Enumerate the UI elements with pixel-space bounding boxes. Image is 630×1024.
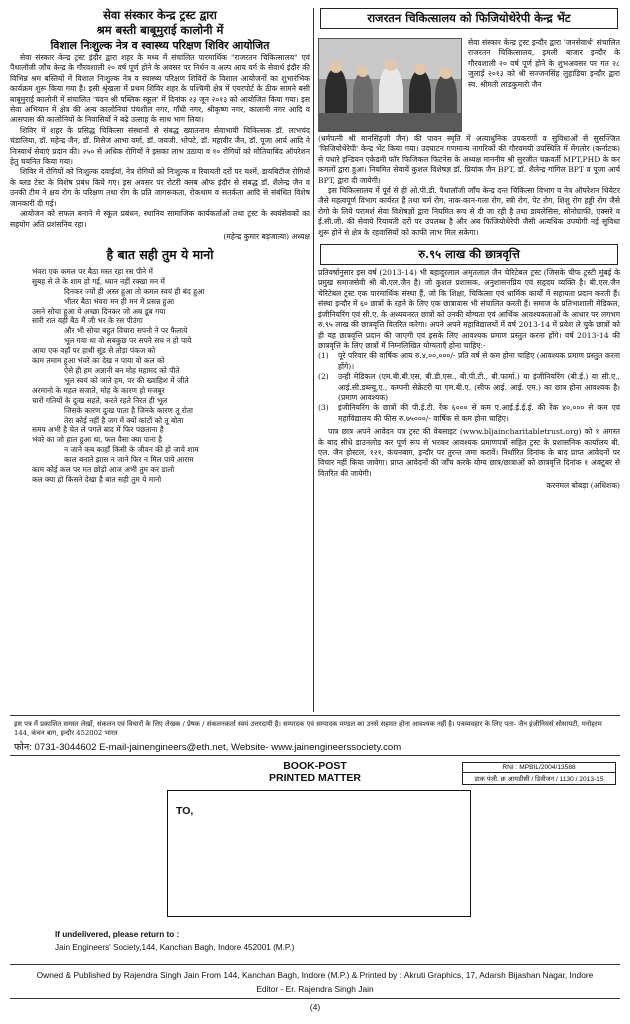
poem-line: दिनकर ज्यों ही अस्त हुआ तो कमल स्वयं ही बंद हुआ	[64, 286, 205, 296]
poem-body	[10, 267, 310, 485]
photo-side-text	[468, 38, 620, 90]
eligibility-text: पूरे परिवार की वार्षिक आय रु.४,००,०००/- प्रति वर्ष से कम होना चाहिए (आवश्यक प्रमाण प्रस्तुत करना होंगे)।	[338, 351, 620, 371]
to-label: TO,	[176, 805, 194, 817]
right-paragraph: इस चिकित्सालय में पूर्व से ही ओ.पी.डी. पैथालॉजी जाँच केन्द्र दन्त चिकित्सा विभाग व नेत्र ऑपरेशन थियेटर जैसे महत्वपूर्ण विभाग कार्यरत हैं तथा चर्म रोग, नाक-कान-गला रोग, स्त्री रोग, पेट रोग, शिशु रोग हड्डी रोग जैसे रोगो के लिये परामर्श सेवा विशेषज्ञों द्वारा नियमित रूप से दी जा रही है तथा डायलेसिस, सोनोग्राफी, एक्सरे व ई.सी.जी. की सेवाये रियायती दरों पर उपलब्ध है और अब फिजियोथेरेपी जैसी अत्यधिक उपयोगी नई सुविधा शुरू होने से क्षेत्र के रहवासियों को काफी लाभ मिल सकेगा।	[318, 186, 620, 237]
column-divider	[313, 8, 314, 712]
contact-line: फोन: 0731-3044602 E-mail-jainengineers@eth.net, Website- www.jainengineerssociety.com	[14, 742, 402, 753]
owned-published-line: Owned & Published by Rajendra Singh Jain From 144, Kanchan Bagh, Indore (M.P.) & Printed by : Akruti Graphics, 17, Adarsh Bijashan Nagar, Indore	[36, 970, 594, 980]
poem-line: सारी रात यहीं बैठ मैं जी भर के रस पीउंगा	[32, 316, 143, 326]
address-box	[167, 790, 471, 917]
disclaimer-text: इस पत्र में प्रकाशित समस्त लेखों, संकलन एवं विचारों के लिए लेखक / प्रेषक / संकलनकर्ता स्वयं उत्तरदायी है। सम्पादक एवं सम्पादक मण्डल का उनसे सहमत होना आवश्यक नहीं है। पत्रव्यवहार के लिए पता- जैन इंजीनियर्स सोसायटी, मनोहरम 144, कंचन बाग, इन्दौर 452002 भारत	[14, 720, 602, 737]
article-columns	[10, 8, 620, 712]
eligibility-item	[318, 372, 620, 403]
scholarship-title: रु.९५ लाख की छात्रवृत्ति	[320, 244, 618, 265]
right-intro-paragraph: सेवा संस्कार केन्द्र ट्रस्ट इन्दौर द्वारा 'जनसेवार्थ' संचालित राजरतन चिकित्सालय, इमली बाजार इन्दौर के गौरवशाली २० वर्ष पूर्ण होने के शुभअवसर पर गत २८ जुलाई २०१३ को श्री सज्जनसिंह लुहाड़िया इन्दौर द्वारा स्व. श्रीमती लाडकुमारी जैन	[468, 38, 620, 89]
rni-number: RNI : MPBIL/2004/13588	[502, 764, 576, 771]
footer-divider	[10, 998, 620, 999]
left-column	[10, 8, 310, 712]
poem-line: अरमानो के महल सजाते, मोह के कारण हो मजबूर	[32, 385, 165, 395]
footer-divider	[10, 964, 620, 965]
eligibility-text: इंजीनियरिंग के छात्रों की पी.ई.टी. रेंक ६००० से कम ए.आई.ई.ई.ई. की रेंक ४०,००० से कम एवं महाविद्यालय की फीस रु.७५०००/- वार्षिक से कम होना चाहिए।	[338, 403, 620, 423]
right-column	[318, 8, 620, 712]
poem-line: और भी सोचा बहुत विचारा सपनो ने पर फैलाये	[64, 326, 188, 336]
poem-line: भंवरे का जो हाल हुआ था, फल वैसा क्या पाना है	[32, 435, 163, 445]
right-article-body	[318, 134, 620, 491]
left-paragraph: शिविर में शहर के प्रसिद्ध चिकित्सा संस्थानों से संबद्ध ख्यातनाम सेवाभावी चिकित्सक डॉ. लाभचंद चंडालिया, डॉ. महेन्द्र जैन, डॉ. मिसेज आभा वर्मा, डॉ. जयजी. भोपटे, डॉ. महावीर जैन, डॉ. पूजा आर्य आदि ने निःस्वार्थ सेवाएं प्रदान की। २५० से अधिक रोगियों ने इसका लाभ उठाया व १० रोगियों को मोतियाबिंद ऑपरेशन हेतु चयनित किया गया।	[10, 125, 310, 167]
postal-registration: डाक पंजी. क्र आयडीसी / डिवीजन / 1130 / 2013-15	[463, 772, 615, 784]
poem-line: काल बनाते झास न जाने फिर न मिल पाये आराम	[64, 455, 194, 465]
physiotherapy-inauguration-photo	[318, 38, 462, 132]
poem-line: आया एक वहाँ पर हाथी सूंड से तोड़ा पंकज को	[32, 346, 156, 356]
poem-line: कल क्या हो किसने देखा है बात सही तुम ये मानो	[32, 474, 162, 484]
left-paragraph: शिविर में रोगियों को निःशुल्क दवाईयां, नेत्र रोगियों को निःशुल्क व रियायती दरों पर चश्में, डायबिटीज रोगियों के ब्लड टेस्ट के विशेष प्रबंध किये गए। इस अवसर पर रोटरी क्लब ऑफ इंदौर से संबद्ध डॉ. शैलेन्द्र जैन व उनकी टीम ने क्षय रोग के परिक्षण तथा रोग के प्रति जागरूकता, रोकथाम व सतर्कता आदि से संबंधित विशेष जानकारी दी गई।	[10, 167, 310, 208]
page-number: (4)	[309, 1002, 321, 1012]
poem-line: न जाने कब काहाँ किसी के जीवन की हो जाये शाम	[64, 445, 199, 455]
poem-line: काम कोई कल पर मत छोड़ो आज अभी तुम कर डालो	[32, 465, 175, 475]
left-article-title	[10, 8, 310, 53]
book-post-text: BOOK-POST	[283, 760, 347, 772]
eligibility-number: (2)	[318, 372, 329, 382]
publisher-info	[10, 968, 620, 996]
poem-line: भूल स्वयं को जाते हम, पर की ख्वाहिश में जीते	[64, 375, 189, 385]
footer-divider	[10, 715, 620, 716]
eligibility-text: उन्ही मेडिकल (एम.बी.बी.एस, बी.डी.एस., बी.पी.टी., बी.फार्मा.) या इंजीनियरिंग (बी.ई.) या सी.ए., आई.सी.डब्ल्यू.ए., कम्पनी सेक्रेटरी या एम.बी.ए. (सीफ आई. आई. एम.) का छात्र होना आवश्यक है। (प्रमाण आवश्यक)	[338, 372, 620, 402]
left-paragraph: सेवा संस्कार केन्द्र ट्रस्ट इंदौर द्वारा शहर के मध्य में संचालित पारमार्थिक "राजरतन चिकित्सालय" एवं पैथालॉजी जाँच केन्द्र के गौरवशाली २० वर्ष पूर्ण होने के अवसर पर निर्धन व अल्प आय वर्ग के सेवार्थ इंदौर की विभिन्न श्रम बस्तियों में विशाल निःशुल्क नेत्र व स्वास्थ्य परिक्षण शिविरों के विशाल आयोजनों का शुभारंभिक कार्यक्रम शुरू किया गया है। इसी श्रृंखला में प्रथम शिविर शहर के पश्चिमी क्षेत्र में एयरपोर्ट के ठीक सामने बसी बाबूमुराई कालोनी में संचालित 'चंदन श्री पब्लिक स्कूल' में दिनांक २३ जून २०१३ को आयोजित किया गया। इस सेवा अभियान में क्षेत्र की अन्य कालोनियां पंचशील नगर, गाँधी नगर, श्रीकृष्ण नगर, कालानी नगर आदि व आसपास की कालोनियों के निवासियों ने बढ़े उत्साह के साथ भाग लिया।	[10, 53, 310, 125]
poem-line: ऐसे ही हम अज्ञानी बन मोह महामद को पीते	[64, 365, 180, 375]
eligibility-item	[318, 351, 620, 372]
registration-box	[462, 762, 616, 785]
return-address: Jain Engineers' Society,144, Kanchan Bagh, Indore 452001 (M.P.)	[55, 943, 295, 952]
right-paragraph: (धर्मपत्नी श्री मानसिंहजी जैन) की पावन स्मृति में अत्याधुनिक उपकरणों व सुविधाओं से सुसज्जित 'फिजियोथेरेपी' केन्द्र भेंट किया गया। उदघाटन गणमान्य नागरिकों की गौरवमयी उपस्थिति में मेंगलोर (कर्नाटक) से पधारे इन्डियन एकेडमी फॉर फिजिकल फिटनेस के अध्यक्ष माननीय श्री सुरजीत चक्रवर्ती MPT,PHD के कर कमलों द्वारा हुआ। नियमित सेवायें कुशल विशेषज्ञ डॉ. प्रियांक जैन BPT, डॉ. शैलेन्द्र गांगिल BPT व पूजा आर्य BPT, द्वारा दी जायेगी।	[318, 134, 620, 185]
left-title-line: सेवा संस्कार केन्द्र ट्रस्ट द्वारा	[103, 8, 217, 22]
footer-divider	[10, 755, 620, 756]
eligibility-item	[318, 403, 620, 424]
poem-line: जिसके कारण दुःख पाता है जिनके कारण तू रोता	[64, 405, 193, 415]
return-address-block	[55, 928, 294, 954]
editor-line: Editor - Er. Rajendra Singh Jain	[256, 984, 374, 994]
poem-title: है बात सही तुम ये मानो	[106, 246, 214, 262]
right-article-title: राजरतन चिकित्सालय को फिजियोथेरेपी केन्द्र भेंट	[320, 8, 618, 29]
poem-line: उसने सोचा हुआ ये अच्छा दिनकर जो अब डूब गया	[32, 306, 166, 316]
left-title-line: श्रम बस्ती बाबूमुराई कालोनी में	[96, 23, 224, 37]
poem-line: काम तमाम हुआ भंवरे का देख न पाया वो कल को	[32, 356, 165, 366]
poem-line: चारों गतियों के दुःख सहते, करते रहते निरत ही भूल	[32, 395, 168, 405]
poem-line: समय अभी है चेत ले पगले बाद में फिर पछताना है	[32, 425, 164, 435]
scholarship-signature: करनमल बोबड़ा (अधिशक)	[546, 481, 620, 491]
left-title-line: विशाल निःशुल्क नेत्र व स्वास्थ्य परिक्षण शिविर आयोजित	[50, 39, 270, 52]
undelivered-label: If undelivered, please return to :	[55, 930, 180, 939]
left-article-signature: (महेन्द्र कुमार बड़जात्या) अध्यक्ष	[223, 231, 310, 241]
scholarship-closing: पात्र छात्र अपने आवेदन पत्र ट्रस्ट की वेबसाइट (www.bljaincharitabletrust.org) को १ अगस्त के बाद सीधे डाउनलोड कर पूर्ण रूप से भरकर आवश्यक प्रमाणपत्रों सहित ट्रस्ट के प्रशासनिक कार्यालय बी. एल. जैन होस्टल, १२१, कंचनबाग, इन्दौर पर तुरन्त जमा करावें। निर्धारित दिनांक के बाद प्राप्त आवेदनों पर विचार नहीं किया जावेगा। प्राप्त आवेदनों की जाँच करके योग्य छात्र/छात्राओं को छात्रवृत्ति दिनांक १ अक्टूबर से वितरित की जायेगी।	[318, 427, 620, 478]
book-post-label	[230, 760, 400, 784]
eligibility-number: (1)	[318, 351, 329, 361]
poem-line: तेरा कोई नहीं है जग में क्यों कांटों को तू बोता	[64, 415, 184, 425]
left-paragraph: आयोजन को सफल बनाने में स्कूल प्रबंधन, स्थानिय सामाजिक कार्यकर्ताओं तथा ट्रस्ट के स्वयंसेवकों का सहयोग अति प्रशंसनिय रहा।	[10, 209, 310, 229]
poem-line: भूल गया था वो सबकुछ पर सपने सच न हो पाये	[64, 336, 192, 346]
printed-matter-text: PRINTED MATTER	[269, 772, 361, 784]
poem-line: भंवरा एक कमल पर बैठा मस्त रहा रस पीने में	[32, 266, 153, 276]
poem-line: भीतर बैठा भंवरा मन ही मन में प्रसन्न हुआ	[64, 296, 175, 306]
poem-line: सुबह से ले के शाम हो गई, ध्यान नहीं रक्खा मन में	[32, 276, 165, 286]
scholarship-eligibility-list	[318, 351, 620, 424]
scholarship-intro: प्रतिवर्षानुसार इस वर्ष (2013-14) भी बहादुरलाल अमृतलाल जैन चेरिटेबल ट्रस्ट (जिसके चीफ ट्रस्टी मुंबई के प्रमुख समाजसेवी श्री बी.एल.जैन है) जो कुशल प्रशासक, अनुशासनप्रिय एवं सहृदय व्यक्ति है। बी.एल.जैन चेरिटेबल ट्रस्ट एक पारमार्थिक संस्था हैं, जो कि शिक्षा, चिकित्सा एवं धार्मिक कार्यों में सहायता प्रदान करती हैं। संस्था इन्दौर में ६० छात्रों के रहने के लिए एक छात्रावास भी संचालित करती हैं। समाज के प्रतिभाशाली मेडिकल, इंजीनियरिंग एवं सी.ए. के अध्ययनरत छात्रों को उनकी योग्यता एवं आर्थिक आवश्यकताओं के आधार पर लगभग रु.९५ लाख की छात्रवृत्ति वितरित करेगा। अपने अपने महाविद्यालयों में वर्ष 2013-14 में प्रवेश ले चुके छात्रों को ही यह छात्रवृत्ति प्रदान की जाएगी एवं इसके लिए आवश्यक प्रमाण प्रस्तुत करना होंगे। वर्ष 2013-14 की छात्रवृत्ति के लिए छात्रों में निम्नलिखित योग्यताएँ होना चाहिए:-	[318, 268, 620, 350]
eligibility-number: (3)	[318, 403, 329, 413]
